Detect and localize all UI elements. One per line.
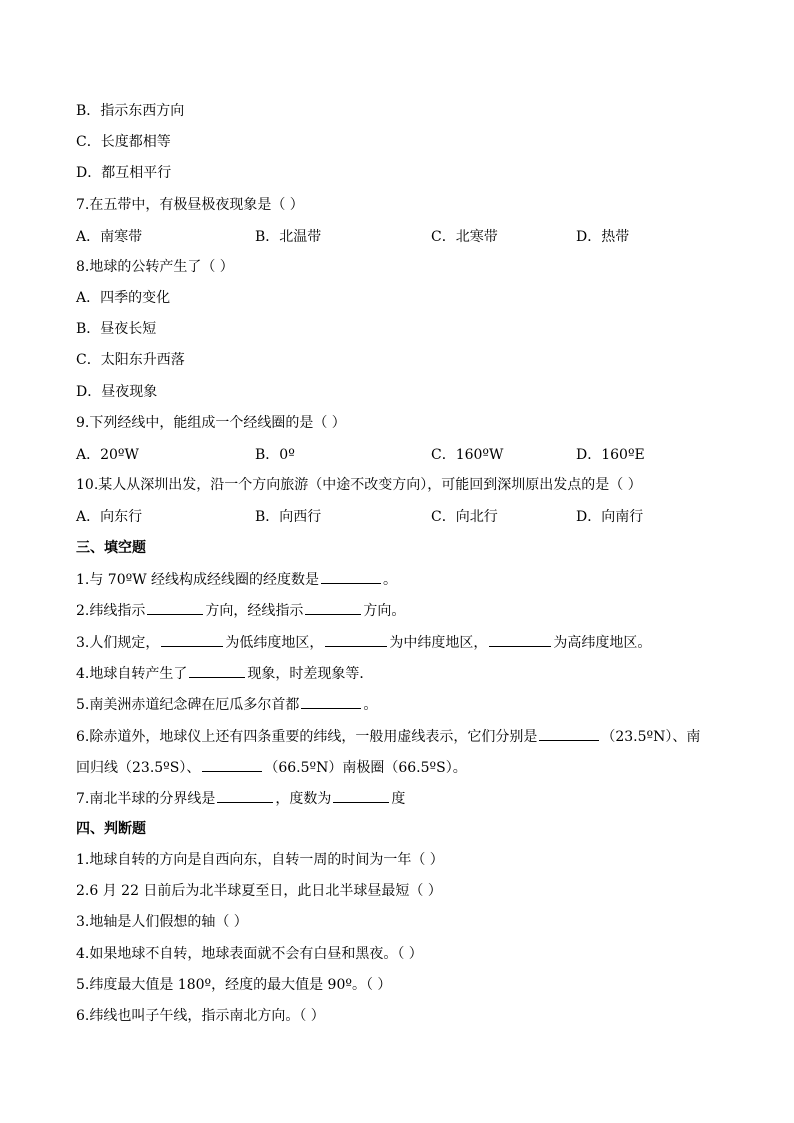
q8-option-c: C．太阳东升西落 — [76, 352, 185, 368]
answer-blank[interactable] — [147, 600, 203, 615]
q9-option-b: B．0º — [255, 447, 295, 463]
fill-7-text: ，度数为 — [275, 791, 332, 807]
judge-question-1: 1.地球自转的方向是自西向东，自转一周的时间为一年（ ） — [76, 852, 444, 868]
q7-option-d: D．热带 — [576, 229, 630, 245]
answer-blank[interactable] — [325, 632, 387, 647]
fill-question-2 — [76, 600, 405, 621]
fill-question-6-line-1 — [76, 726, 700, 747]
fill-7-end: 度 — [391, 791, 406, 807]
q10-option-c: C．向北行 — [431, 509, 498, 525]
fill-3-text: 3.人们规定， — [76, 635, 160, 651]
q6-option-c: C．长度都相等 — [76, 134, 171, 150]
fill-7-text: 7.南北半球的分界线是 — [76, 791, 216, 807]
fill-2-end: 方向。 — [363, 603, 406, 619]
judge-question-3: 3.地轴是人们假想的轴（ ） — [76, 914, 248, 930]
fill-3-text: 为中纬度地区， — [389, 635, 488, 651]
q6-option-d: D．都互相平行 — [76, 165, 172, 181]
judge-question-5: 5.纬度最大值是 180º，经度的最大值是 90º。（ ） — [76, 977, 392, 993]
q7-option-b: B．北温带 — [255, 229, 322, 245]
answer-blank[interactable] — [161, 632, 223, 647]
fill-6-text: （23.5ºN）、南 — [601, 729, 701, 745]
q10-option-a: A．向东行 — [76, 509, 143, 525]
fill-question-7 — [76, 788, 405, 809]
q9-option-c: C．160ºW — [431, 447, 504, 463]
judge-question-6: 6.纬线也叫子午线，指示南北方向。（ ） — [76, 1008, 325, 1024]
answer-blank[interactable] — [217, 788, 273, 803]
q7-option-c: C．北寒带 — [431, 229, 498, 245]
section-3-title: 三、填空题 — [76, 540, 146, 556]
fill-6-text: 回归线（23.5ºS）、 — [76, 760, 201, 776]
judge-question-2: 2.6 月 22 日前后为北半球夏至日，此日北半球昼最短（ ） — [76, 883, 442, 899]
section-4-title: 四、判断题 — [76, 821, 146, 837]
fill-question-4 — [76, 663, 373, 684]
q8-option-b: B．昼夜长短 — [76, 321, 157, 337]
fill-question-6-line-2 — [76, 757, 467, 778]
fill-3-end: 为高纬度地区。 — [553, 635, 652, 651]
fill-2-text: 2.纬线指示 — [76, 603, 146, 619]
q9-stem: 9.下列经线中，能组成一个经线圈的是（ ） — [76, 415, 346, 431]
answer-blank[interactable] — [301, 694, 361, 709]
answer-blank[interactable] — [202, 757, 262, 772]
q9-option-a: A．20ºW — [76, 447, 139, 463]
q7-option-a: A．南寒带 — [76, 229, 143, 245]
answer-blank[interactable] — [321, 569, 381, 584]
q8-stem: 8.地球的公转产生了（ ） — [76, 259, 234, 275]
fill-4-end: 现象，时差现象等． — [247, 666, 374, 682]
judge-question-4: 4.如果地球不自转，地球表面就不会有白昼和黑夜。（ ） — [76, 946, 423, 962]
answer-blank[interactable] — [333, 788, 389, 803]
fill-question-5 — [76, 694, 377, 715]
answer-blank[interactable] — [539, 726, 599, 741]
q10-option-d: D．向南行 — [576, 509, 644, 525]
fill-4-text: 4.地球自转产生了 — [76, 666, 188, 682]
fill-question-3 — [76, 632, 651, 653]
answer-blank[interactable] — [305, 600, 361, 615]
fill-5-end: 。 — [363, 697, 378, 713]
fill-6-text: 6.除赤道外，地球仪上还有四条重要的纬线，一般用虚线表示，它们分别是 — [76, 729, 538, 745]
answer-blank[interactable] — [189, 663, 245, 678]
q10-stem: 10.某人从深圳出发，沿一个方向旅游（中途不改变方向），可能回到深圳原出发点的是（ ） — [76, 477, 642, 493]
fill-1-text: 1.与 70ºW 经线构成经线圈的经度数是 — [76, 572, 320, 588]
q8-option-a: A．四季的变化 — [76, 290, 171, 306]
fill-1-end: 。 — [383, 572, 398, 588]
q10-option-b: B．向西行 — [255, 509, 322, 525]
answer-blank[interactable] — [489, 632, 551, 647]
q9-option-d: D．160ºE — [576, 447, 645, 463]
fill-6-end: （66.5ºN）南极圈（66.5ºS）。 — [264, 760, 467, 776]
fill-3-text: 为低纬度地区， — [225, 635, 324, 651]
fill-5-text: 5.南美洲赤道纪念碑在厄瓜多尔首都 — [76, 697, 300, 713]
fill-question-1 — [76, 569, 397, 590]
q7-stem: 7.在五带中，有极昼极夜现象是（ ） — [76, 197, 304, 213]
q6-option-b: B．指示东西方向 — [76, 103, 185, 119]
q8-option-d: D．昼夜现象 — [76, 384, 158, 400]
fill-2-text: 方向，经线指示 — [205, 603, 304, 619]
